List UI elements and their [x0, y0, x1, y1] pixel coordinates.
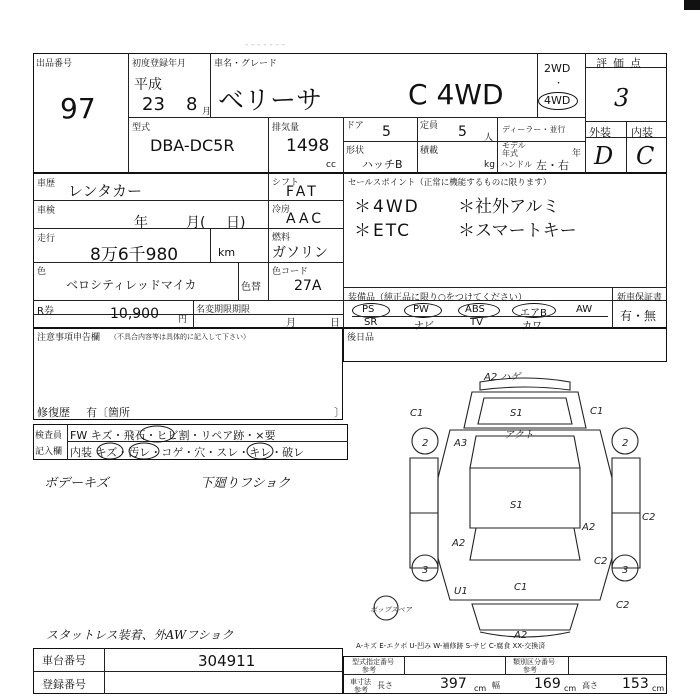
- warranty-day: 日: [330, 318, 340, 329]
- recycle-label: R券: [37, 306, 54, 317]
- interior-grade: C: [636, 142, 655, 170]
- cooling-label: 冷房: [272, 205, 291, 215]
- drive-2wd: 2WD: [544, 62, 571, 75]
- handwritten-note-3: スタットレス装着、外AWフショク: [46, 628, 234, 642]
- drive-4wd: 4WD: [544, 94, 571, 107]
- doors-label: ドア: [346, 121, 364, 131]
- damage-legend: A-キズ E-エクボ U-凹み W-補修跡 S-サビ C-腐食 XX-交換済: [356, 642, 546, 650]
- mileage-unit: km: [218, 246, 236, 259]
- mark-a2-left: A2: [452, 538, 466, 549]
- dealer-label: ディーラー・並行: [502, 125, 566, 134]
- notes-sub: （不具合内容等は具体的に記入して下さい）: [110, 333, 250, 341]
- mark-wheel-fr: 2: [622, 438, 629, 449]
- equipment-label: 装備品（純正品に限り○をつけてください）: [348, 293, 527, 303]
- evaluation-label: 評価点: [596, 57, 647, 70]
- chassis-label: 車台番号: [42, 654, 86, 667]
- size-reference: 参考: [354, 686, 368, 694]
- sales-point-1: ＊4WD: [354, 197, 420, 217]
- corner-mark: [684, 0, 700, 10]
- mark-u1: U1: [454, 586, 468, 597]
- inspection-month-unit: 月(: [186, 215, 206, 231]
- history-value: レンタカー: [68, 182, 143, 200]
- mark-a2-bottom: A2: [514, 630, 528, 641]
- model-designation-label: 型式指定番号: [352, 658, 394, 666]
- handwritten-note-1: ボデーキズ: [44, 476, 109, 491]
- mileage-value: 8万6千980: [90, 245, 179, 265]
- mark-act: アクト: [504, 430, 534, 441]
- drive-dot: ・: [554, 79, 564, 89]
- width-unit: cm: [564, 684, 577, 693]
- equipment-navi: ナビ: [414, 321, 434, 332]
- displacement-label: 排気量: [272, 123, 300, 133]
- mark-c1-rear: C1: [514, 582, 528, 593]
- inspector-circles: [60, 420, 360, 464]
- mark-wheel-fl: 2: [422, 438, 429, 449]
- warranty-expiry-label: 名変期限期限: [196, 305, 251, 315]
- inspector-row-1: FW キズ・飛石・ヒビ割・リペア跡・×要: [70, 429, 276, 442]
- size-label: 車寸法: [350, 678, 371, 686]
- mark-s1-mid: S1: [510, 500, 523, 511]
- mark-a2-right: A2: [582, 522, 596, 533]
- sales-point-3: ＊ETC: [354, 221, 411, 241]
- handle-label: ハンドル: [500, 160, 532, 169]
- width-value: 169: [534, 676, 561, 692]
- capacity-label: 定員: [420, 121, 439, 131]
- length-label: 長さ: [377, 681, 393, 690]
- color-change-label: 色替: [241, 282, 261, 293]
- exterior-grade: D: [594, 142, 614, 170]
- mark-c2-right: C2: [642, 512, 656, 523]
- equipment-airbag: エアB: [520, 308, 547, 319]
- mark-c2-rear: C2: [594, 556, 608, 567]
- inspector-label-2: 記入欄: [35, 447, 63, 457]
- history-label: 車歴: [37, 179, 56, 189]
- mark-spare: ポップスペア: [370, 606, 412, 614]
- load-unit: kg: [484, 160, 495, 170]
- category-label: 類別区分番号: [513, 658, 555, 666]
- capacity-unit: 人: [484, 133, 494, 143]
- inspection-day-unit: 日): [226, 215, 246, 231]
- lot-number: 97: [60, 92, 96, 125]
- repair-label: 修復歴: [37, 406, 70, 419]
- evaluation-score: 3: [614, 84, 630, 112]
- interior-label: 内装: [631, 126, 653, 139]
- shape: ハッチB: [362, 158, 403, 171]
- displacement-unit: cc: [326, 160, 336, 170]
- registration-year: 23: [142, 94, 165, 115]
- model-name-label: 車名・グレード: [214, 59, 278, 69]
- registration-month-unit: 月: [202, 107, 212, 117]
- shift-label: シフト: [272, 178, 300, 188]
- fuel-value: ガソリン: [272, 245, 328, 261]
- model-name: ベリーサ: [218, 86, 323, 116]
- doors: 5: [382, 124, 391, 140]
- handwritten-note-2: 下廻りフショク: [200, 476, 291, 491]
- height-label: 高さ: [582, 681, 598, 690]
- cooling-value: AAC: [286, 211, 325, 227]
- mark-a2-hage: A2 ハゲ: [484, 372, 521, 383]
- inspection-label: 車検: [37, 206, 56, 216]
- equipment-sr: SR: [364, 317, 378, 328]
- equipment-ps: PS: [362, 304, 375, 315]
- lot-label: 出品番号: [36, 59, 73, 69]
- header-artifact: - - - - - - -: [245, 40, 285, 50]
- height-value: 153: [622, 676, 649, 692]
- notes-label: 注意事項申告欄: [37, 333, 101, 343]
- model-code-label: 型式: [132, 123, 151, 133]
- sales-point-4: ＊スマートキー: [458, 221, 577, 241]
- warranty-month: 月: [286, 318, 296, 329]
- handle: 左・右: [536, 159, 569, 172]
- height-unit: cm: [652, 684, 665, 693]
- capacity: 5: [458, 124, 467, 140]
- mark-s1-top: S1: [510, 408, 523, 419]
- fuel-label: 燃料: [272, 233, 291, 243]
- model-year-label: モデル年式: [502, 141, 526, 158]
- chassis-number: 304911: [198, 652, 256, 670]
- shift-value: FAT: [286, 184, 319, 200]
- mark-a3: A3: [454, 438, 468, 449]
- model-grade: C 4WD: [408, 78, 504, 111]
- equipment-tv: TV: [470, 317, 483, 328]
- load-label: 積載: [420, 146, 439, 156]
- mark-c1-right: C1: [590, 406, 604, 417]
- equipment-abs: ABS: [465, 304, 485, 315]
- category-reference: 参考: [523, 666, 537, 674]
- sales-points-label: セールスポイント（正常に機能するものに限ります）: [348, 178, 552, 188]
- registration-label: 初度登録年月: [132, 59, 187, 69]
- equipment-pw: PW: [413, 304, 429, 315]
- model-designation-reference: 参考: [362, 666, 376, 674]
- rear-seat-section: [343, 328, 667, 362]
- sales-point-2: ＊社外アルミ: [458, 197, 560, 217]
- new-car-warranty-label: 新車保証書: [617, 293, 663, 303]
- color-code: 27A: [294, 278, 322, 294]
- repair-value: 有〔箇所: [86, 406, 130, 419]
- width-label: 幅: [492, 681, 500, 690]
- color-label: 色: [37, 267, 47, 277]
- length-unit: cm: [474, 684, 487, 693]
- inspector-row-2: 内装 キズ・汚レ・コゲ・穴・スレ・キレ・破レ: [70, 446, 305, 459]
- new-car-warranty-value: 有・無: [620, 309, 657, 323]
- length-value: 397: [440, 676, 467, 692]
- displacement: 1498: [286, 136, 330, 156]
- rear-seat-label: 後日品: [347, 333, 375, 343]
- registration-era: 平成: [134, 77, 162, 93]
- model-code: DBA-DC5R: [150, 136, 235, 155]
- car-damage-diagram: [370, 368, 670, 648]
- recycle-value: 10,900: [110, 306, 159, 322]
- repair-close: 〕: [334, 406, 345, 419]
- color-code-label: 色コード: [272, 267, 309, 277]
- exterior-label: 外装: [589, 126, 611, 139]
- registration-number-label: 登録番号: [42, 678, 86, 691]
- mark-c1-left: C1: [410, 408, 424, 419]
- inspector-label-1: 検査員: [35, 431, 63, 441]
- mileage-label: 走行: [37, 234, 56, 244]
- mark-wheel-rr: 3: [622, 565, 629, 576]
- registration-month: 8: [186, 94, 198, 115]
- shape-label: 形状: [346, 146, 365, 156]
- equipment-aw: AW: [576, 304, 593, 315]
- color-value: ベロシティレッドマイカ: [66, 278, 197, 292]
- mark-c2-bottom: C2: [616, 600, 630, 611]
- equipment-leather: カワ: [522, 321, 542, 332]
- mark-wheel-rl: 3: [422, 565, 429, 576]
- recycle-unit: 円: [178, 315, 188, 325]
- model-year-unit: 年: [572, 149, 582, 159]
- inspection-year-unit: 年: [134, 215, 148, 231]
